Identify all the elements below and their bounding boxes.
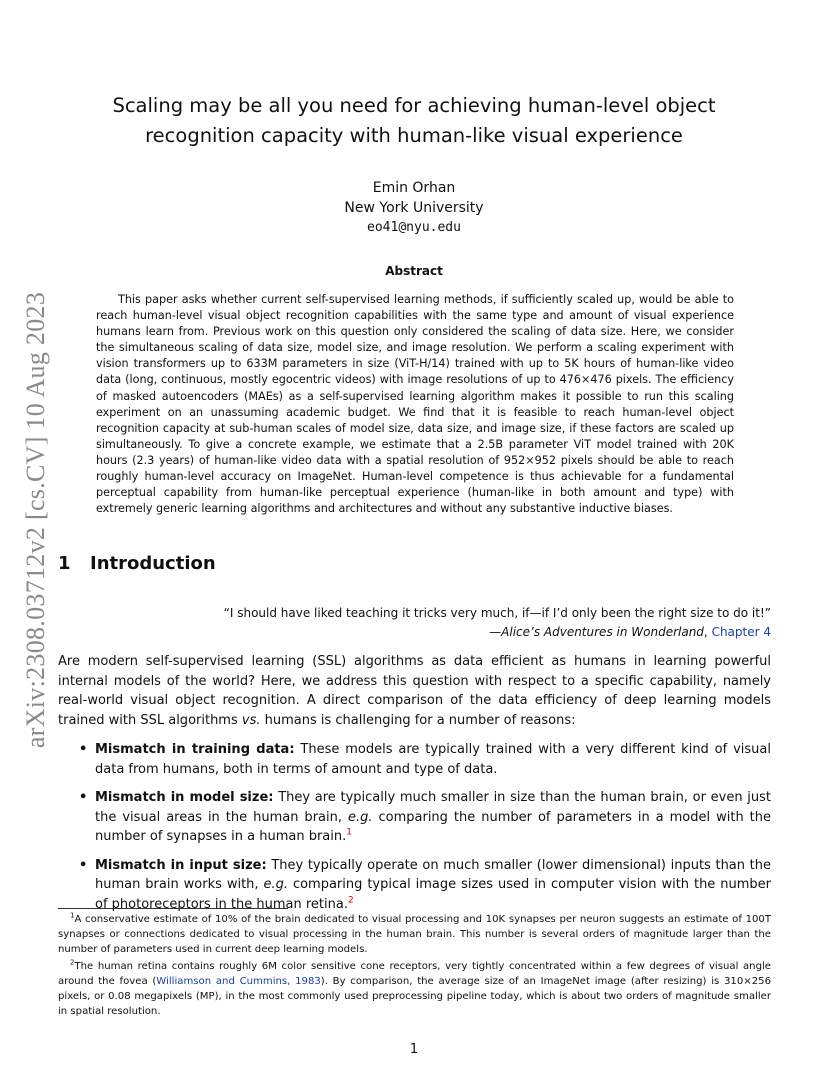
intro-vs: vs. [241, 712, 261, 728]
intro-paragraph [58, 652, 771, 730]
arxiv-identifier-stamp: arXiv:2308.03712v2 [cs.CV] 10 Aug 2023 [21, 291, 50, 749]
footnote-text: ). By comparison, the average size of an ImageNet image (after resizing) is 310×256 pixels, or 0.08 megapixels (MP), in the most commonly used preprocessing pipeline today, which is about two orders of magnitude smaller in spatial resolution. [58, 976, 771, 1017]
epigraph-dash: — [489, 625, 502, 639]
intro-text-b: humans is challenging for a number of reasons: [260, 712, 576, 728]
list-item-text: They typically operate on much smaller (lower dimensional) inputs than the human brain works with, [95, 857, 771, 892]
list-item [58, 740, 771, 779]
footnote-text: The human retina contains roughly 6M color sensitive cone receptors, very tightly concentrated within a few degrees of visual angle around the fovea ( [58, 961, 771, 987]
section-heading [58, 553, 216, 574]
list-item-heading: Mismatch in input size: [95, 857, 267, 873]
footnote [58, 912, 771, 957]
epigraph [224, 604, 771, 642]
list-item-text: They are typically much smaller in size than the human brain, or even just the visual areas in the human brain, [95, 790, 772, 825]
mismatch-list [58, 740, 771, 923]
epigraph-quote: “I should have liked teaching it tricks very much, if—if I’d only been the right size to do it!” [223, 606, 771, 620]
epigraph-attribution [224, 623, 771, 642]
author-email[interactable]: eo41@nyu.edu [367, 220, 461, 235]
list-item [58, 856, 771, 915]
epigraph-source: Alice’s Adventures in Wonderland [501, 625, 704, 639]
footnote-text: A conservative estimate of 10% of the brain dedicated to visual processing and 10K synapses per neuron suggests an estimate of 100T synapses or connections dedicated to visual processing in the human brain. This number is several orders of magnitude larger than the number of parameters used in current deep learning models. [58, 914, 771, 955]
paper-title: Scaling may be all you need for achieving human-level object recognition capacity with human-like visual experience [112, 94, 716, 147]
abstract-text: This paper asks whether current self-supervised learning methods, if sufficiently scaled up, would be able to reach human-level visual object recognition capabilities with the same type and amount of visual experience humans learn from. Previous work on this question only considered the scaling of data size. Here, we consider the simultaneous scaling of data size, model size, and image resolution. We perform a scaling experiment with vision transformers up to 633M parameters in size (ViT-H/14) trained with up to 5K hours of human-like video data (long, continuous, mostly egocentric videos) with image resolutions of up to 476×476 pixels. The efficiency of masked autoencoders (MAEs) as a self-supervised learning algorithm makes it possible to run this scaling experiment on an unassuming academic budget. We find that it is feasible to reach human-level object recognition capacity at sub-human scales of model size, data size, and image size, if these factors are scaled up simultaneously. To give a concrete example, we estimate that a 2.5B parameter ViT model trained with 20K hours (2.3 years) of human-like video data with a spatial resolution of 952×952 pixels should be able to reach roughly human-level accuracy on ImageNet. Human-level competence is thus achievable for a fundamental perceptual capability from human-like perceptual experience (human-like in both amount and type) with extremely generic learning algorithms and architectures and without any substantive inductive biases. [96, 293, 734, 516]
footnote-divider [58, 908, 288, 909]
bullet-icon: • [79, 857, 88, 873]
intro-text-a: Are modern self-supervised learning (SSL) algorithms as data efficient as humans in learning powerful internal models of the world? Here, we address this question with respect to a specific capability, namely real-world visual object recognition. A direct comparison of the data efficiency of deep learning models trained with SSL algorithms [58, 654, 771, 728]
footnote-mark: 1 [70, 911, 75, 920]
list-item-eg: e.g. [263, 877, 288, 892]
footnote-link[interactable]: 1 [346, 827, 352, 838]
bullet-icon: • [79, 790, 88, 805]
list-item-text: comparing typical image sizes used in computer vision with the number of photoreceptors in the human retina. [95, 877, 771, 912]
list-item-text: comparing the number of parameters in a model with the number of synapses in a human brain. [95, 809, 772, 844]
author-block [0, 178, 828, 238]
section-title: Introduction [90, 553, 216, 574]
footnote [58, 959, 771, 1019]
page-number: 1 [409, 1042, 419, 1057]
footnotes [58, 912, 771, 1021]
citation-link[interactable]: Williamson and Cummins, 1983 [156, 976, 321, 987]
list-item [58, 788, 771, 847]
section-number: 1 [58, 553, 71, 574]
list-item-text: These models are typically trained with a very different kind of visual data from humans, both in terms of amount and type of data. [95, 742, 771, 777]
author-name: Emin Orhan [372, 180, 456, 196]
list-item-eg: e.g. [347, 809, 373, 825]
author-affiliation: New York University [344, 200, 484, 216]
list-item-heading: Mismatch in training data: [95, 742, 295, 757]
abstract-heading: Abstract [385, 264, 443, 278]
footnote-link[interactable]: 2 [347, 895, 354, 906]
bullet-icon: • [79, 742, 88, 757]
footnote-mark: 2 [70, 958, 75, 967]
epigraph-separator: , [703, 625, 712, 639]
chapter-link[interactable]: Chapter 4 [711, 625, 771, 639]
list-item-heading: Mismatch in model size: [95, 790, 274, 805]
